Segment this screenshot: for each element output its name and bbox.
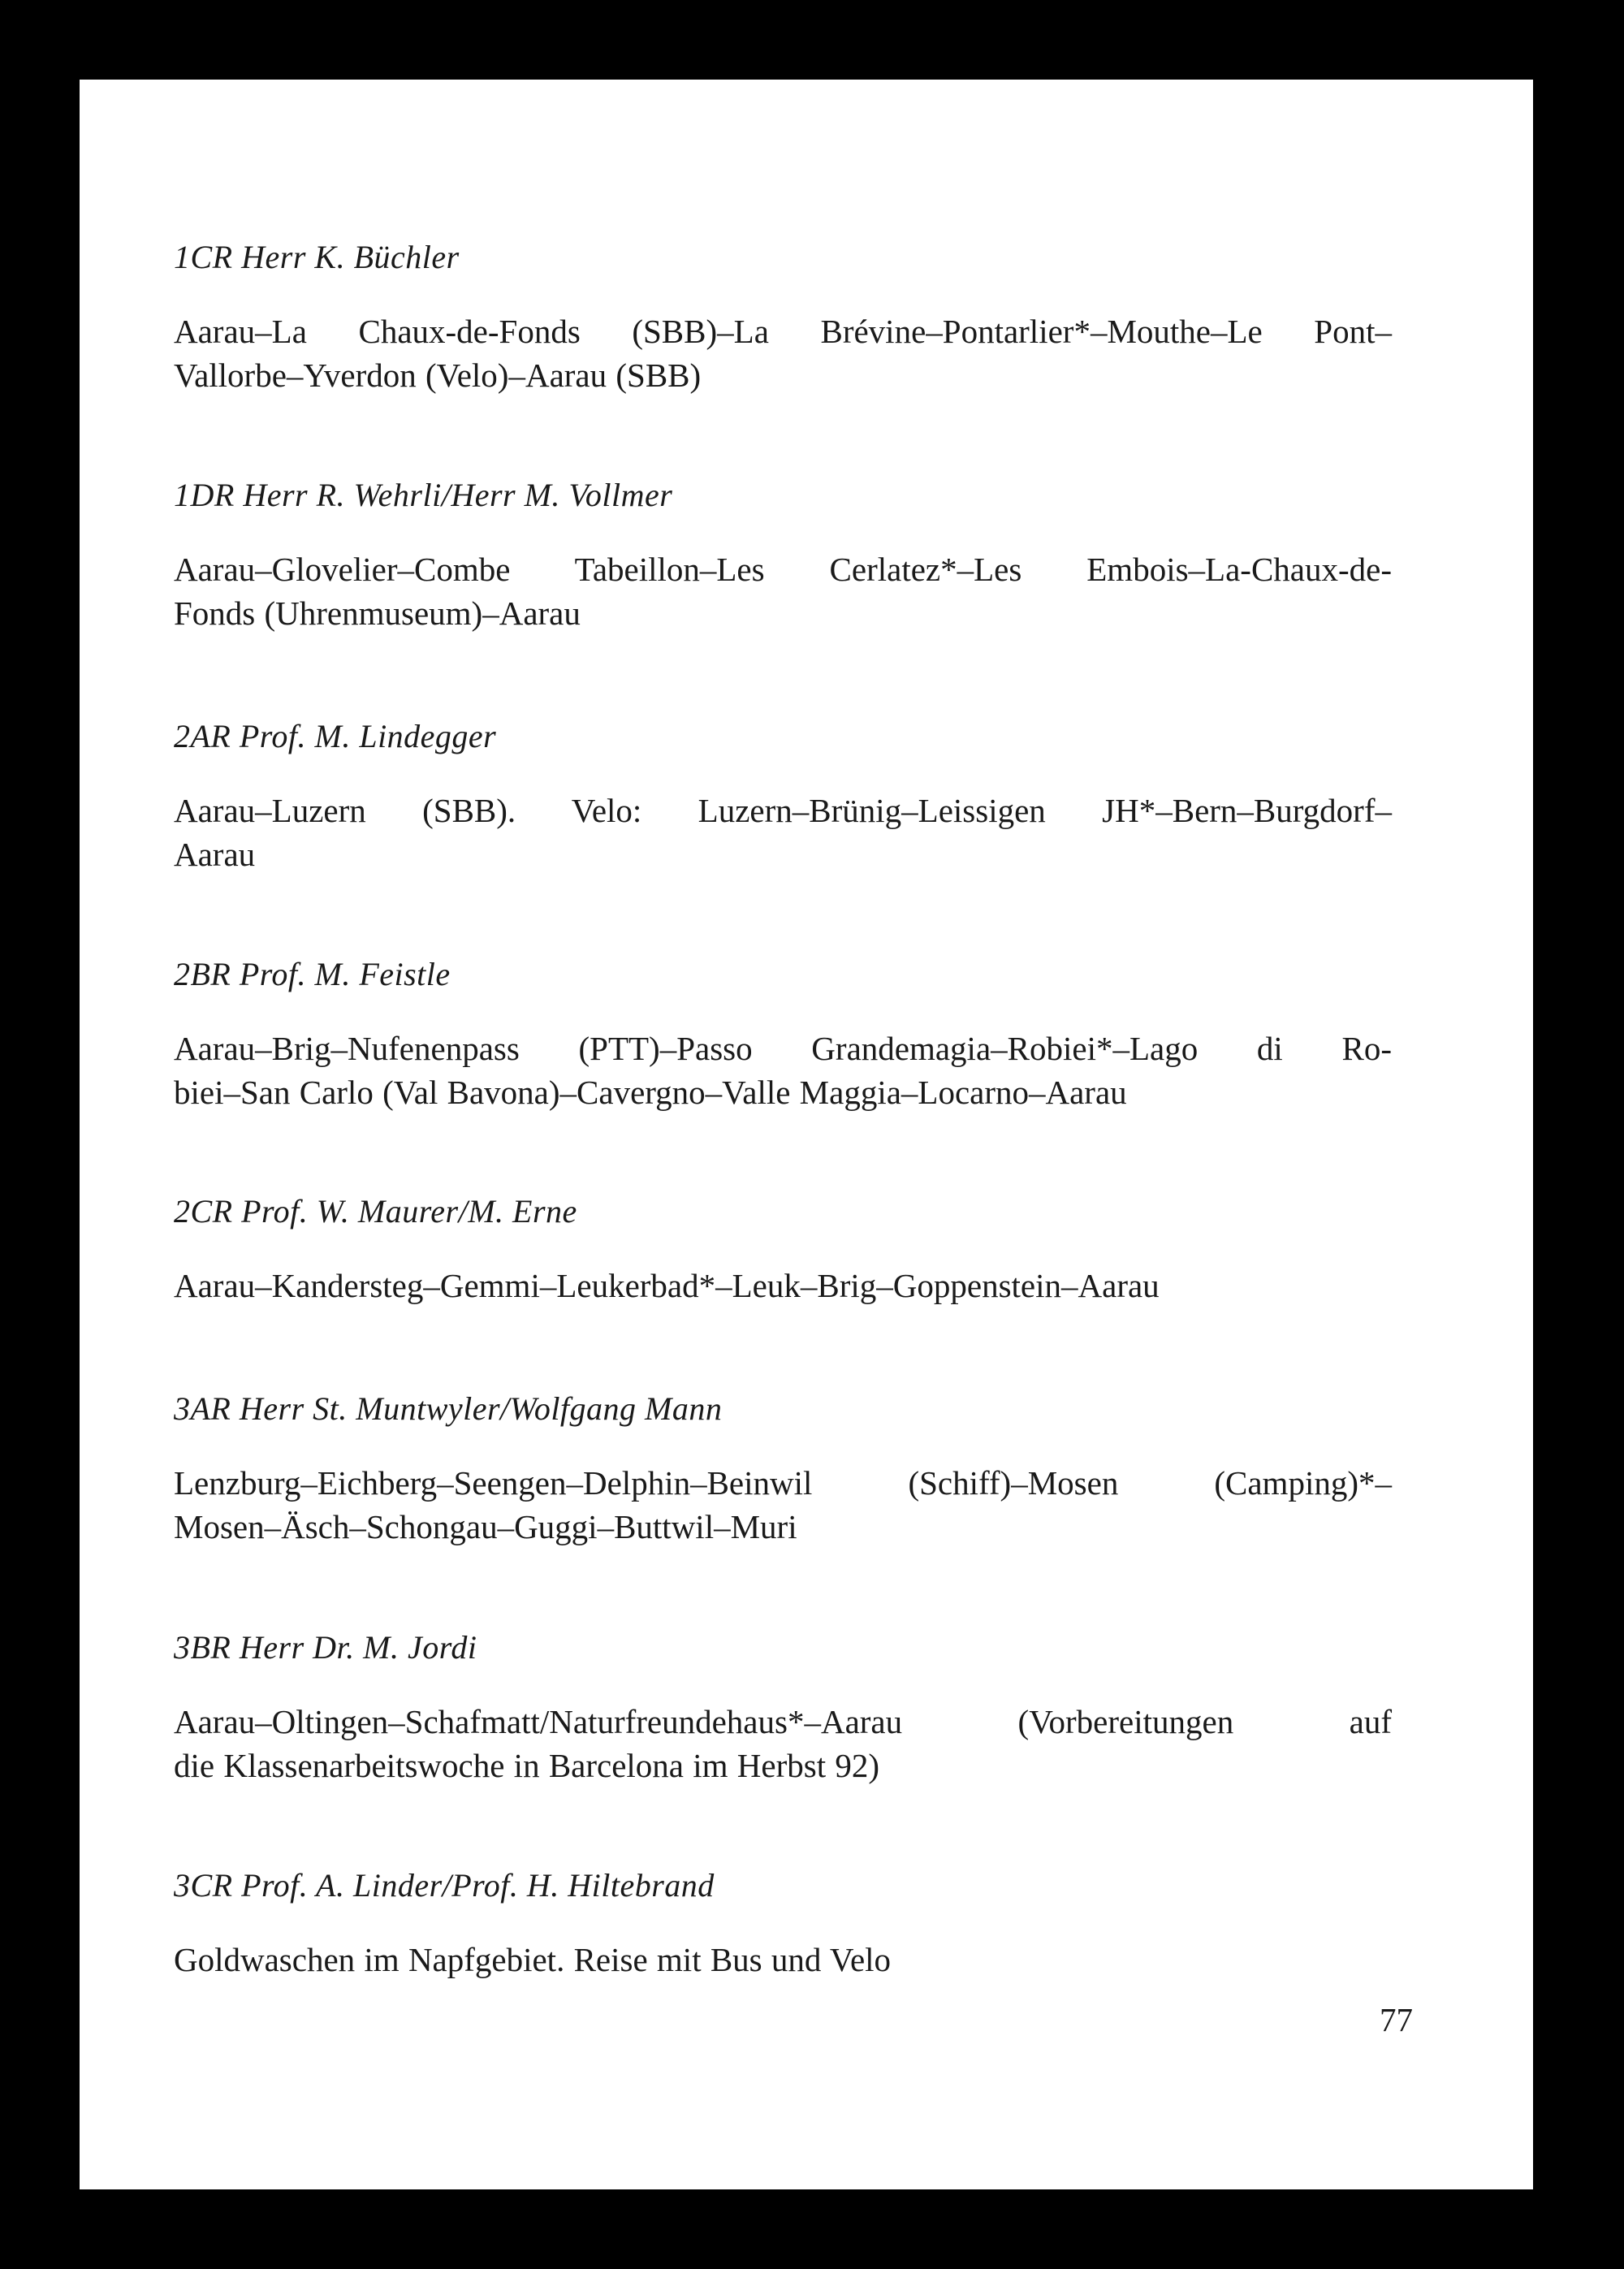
entry-2cr xyxy=(174,1192,1392,1307)
entry-heading: 3CR Prof. A. Linder/Prof. H. Hiltebrand xyxy=(174,1867,715,1904)
route-line: Aarau–Brig–Nufenenpass (PTT)–Passo Grandemagia–Robiei*–Lago di Ro- xyxy=(174,1030,1392,1067)
entry-route xyxy=(174,547,1392,635)
route-line: biei–San Carlo (Val Bavona)–Cavergno–Valle Maggia–Locarno–Aarau xyxy=(174,1074,1127,1111)
route-line: Lenzburg–Eichberg–Seengen–Delphin–Beinwil (Schiff)–Mosen (Camping)*– xyxy=(174,1464,1392,1502)
entry-heading: 1CR Herr K. Büchler xyxy=(174,239,460,275)
route-line: Fonds (Uhrenmuseum)–Aarau xyxy=(174,594,581,632)
document-page xyxy=(80,80,1533,2189)
entry-route xyxy=(174,1026,1392,1114)
entry-2br xyxy=(174,955,1392,1114)
entry-heading: 2BR Prof. M. Feistle xyxy=(174,956,451,992)
route-line: Aarau xyxy=(174,836,256,873)
entry-1dr xyxy=(174,476,1392,635)
entry-1cr xyxy=(174,238,1392,397)
entry-route xyxy=(174,1461,1392,1549)
entry-route xyxy=(174,1264,1392,1307)
route-line: Aarau–La Chaux-de-Fonds (SBB)–La Brévine–Pontarlier*–Mouthe–Le Pont– xyxy=(174,313,1392,350)
route-line: Goldwaschen im Napfgebiet. Reise mit Bus und Velo xyxy=(174,1941,892,1978)
entry-heading: 1DR Herr R. Wehrli/Herr M. Vollmer xyxy=(174,477,673,513)
entry-route xyxy=(174,309,1392,397)
entry-route xyxy=(174,789,1392,876)
route-line: Aarau–Kandersteg–Gemmi–Leukerbad*–Leuk–Brig–Goppenstein–Aarau xyxy=(174,1267,1160,1304)
entry-route xyxy=(174,1700,1392,1787)
entry-3ar xyxy=(174,1389,1392,1549)
route-line: Aarau–Luzern (SBB). Velo: Luzern–Brünig–Leissigen JH*–Bern–Burgdorf– xyxy=(174,792,1392,829)
route-line: Aarau–Glovelier–Combe Tabeillon–Les Cerlatez*–Les Embois–La-Chaux-de- xyxy=(174,551,1392,588)
entry-3br xyxy=(174,1628,1392,1787)
entry-heading: 2CR Prof. W. Maurer/M. Erne xyxy=(174,1193,577,1230)
entry-heading: 3AR Herr St. Muntwyler/Wolfgang Mann xyxy=(174,1390,723,1427)
entry-3cr xyxy=(174,1866,1392,1982)
entry-route xyxy=(174,1938,1392,1982)
route-line: Vallorbe–Yverdon (Velo)–Aarau (SBB) xyxy=(174,357,702,394)
route-line: Mosen–Äsch–Schongau–Guggi–Buttwil–Muri xyxy=(174,1508,797,1545)
entry-heading: 2AR Prof. M. Lindegger xyxy=(174,718,497,754)
route-line: die Klassenarbeitswoche in Barcelona im Herbst 92) xyxy=(174,1747,880,1784)
entry-2ar xyxy=(174,717,1392,876)
page-number: 77 xyxy=(1380,2001,1413,2038)
entry-heading: 3BR Herr Dr. M. Jordi xyxy=(174,1629,477,1666)
route-line: Aarau–Oltingen–Schafmatt/Naturfreundehaus*–Aarau (Vorbereitungen auf xyxy=(174,1703,1392,1740)
